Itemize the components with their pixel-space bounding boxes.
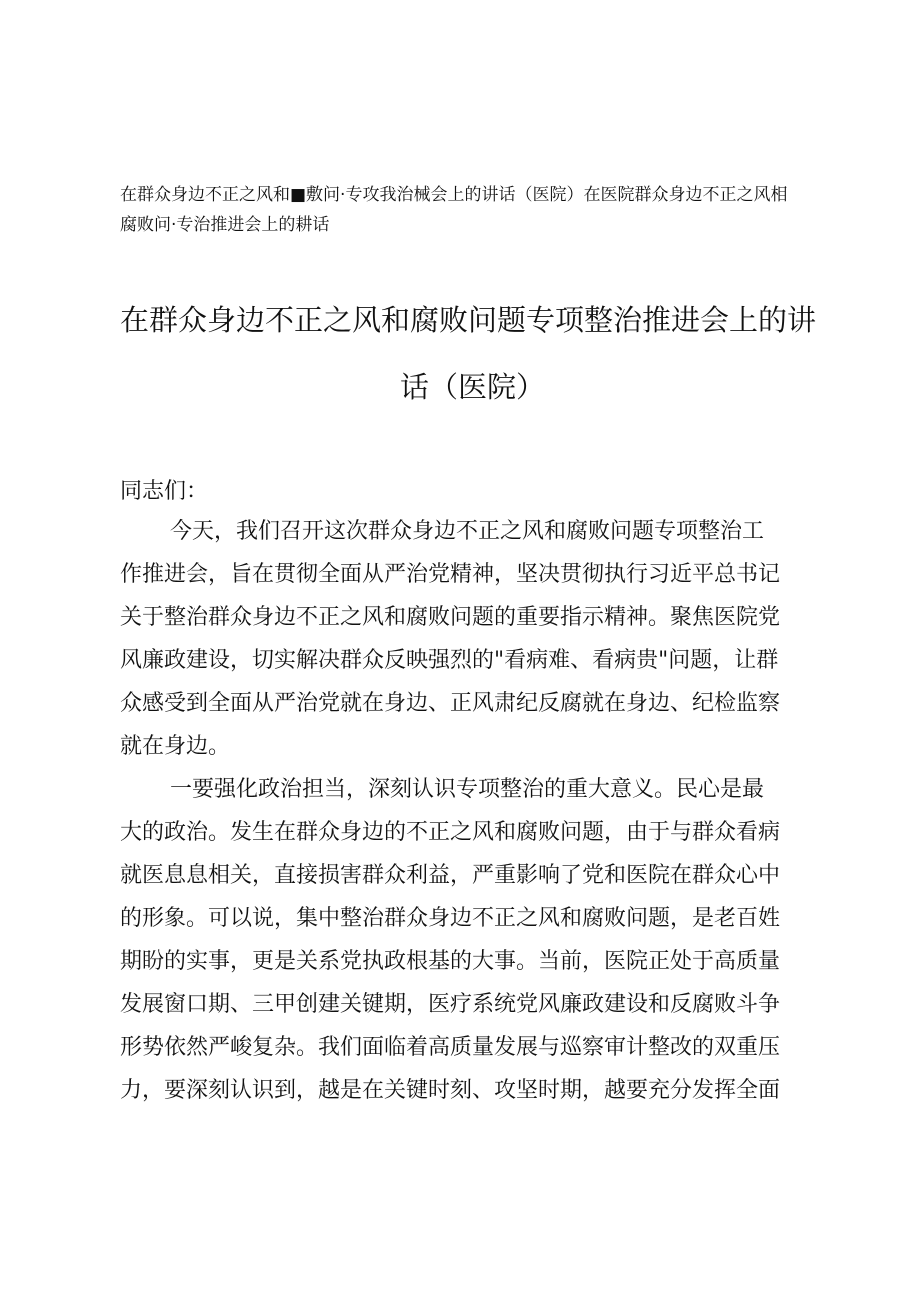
paragraph-line: 风廉政建设，切实解决群众反映强烈的"看病难、看病贵"问题，让群 (120, 648, 779, 673)
document-title-line-2: 话（医院） (400, 370, 546, 404)
paragraph-line: 形势依然严峻复杂。我们面临着高质量发展与巡察审计整改的双重压 (120, 1035, 781, 1060)
paragraph-line: 一要强化政治担当，深刻认识专项整治的重大意义。民心是最 (170, 777, 765, 802)
paragraph-line: 众感受到全面从严治党就在身边、正风肃纪反腐就在身边、纪检监察 (120, 691, 781, 716)
paragraph-line: 今天，我们召开这次群众身边不正之风和腐败问题专项整治工 (170, 519, 765, 544)
paragraph-line: 关于整治群众身边不正之风和腐败问题的重要指示精神。聚焦医院党 (120, 605, 781, 630)
paragraph-line: 就在身边。 (120, 734, 231, 759)
paragraph-line: 的形象。可以说，集中整治群众身边不正之风和腐败问题，是老百姓 (120, 906, 781, 931)
document-header-line-2: 腐败问·专治推进会上的耕话 (120, 215, 330, 235)
salutation: 同志们： (120, 479, 209, 504)
paragraph-line: 发展窗口期、三甲创建关键期，医疗系统党风廉政建设和反腐败斗争 (120, 992, 781, 1017)
paragraph-line: 就医息息相关，直接损害群众利益，严重影响了党和医院在群众心中 (120, 863, 781, 888)
paragraph-line: 大的政治。发生在群众身边的不正之风和腐败问题，由于与群众看病 (120, 820, 781, 845)
paragraph-line: 力，要深刻认识到，越是在关键时刻、攻坚时期，越要充分发挥全面 (120, 1078, 781, 1103)
document-header-line-1: 在群众身边不正之风和■敷问·专攻我治械会上的讲话（医院）在医院群众身边不正之风相 (120, 185, 788, 205)
paragraph-line: 期盼的实事，更是关系党执政根基的大事。当前，医院正处于高质量 (120, 949, 781, 974)
document-title-line-1: 在群众身边不正之风和腐败问题专项整治推进会上的讲 (120, 303, 817, 337)
paragraph-line: 作推进会，旨在贯彻全面从严治党精神，坚决贯彻执行习近平总书记 (120, 562, 781, 587)
